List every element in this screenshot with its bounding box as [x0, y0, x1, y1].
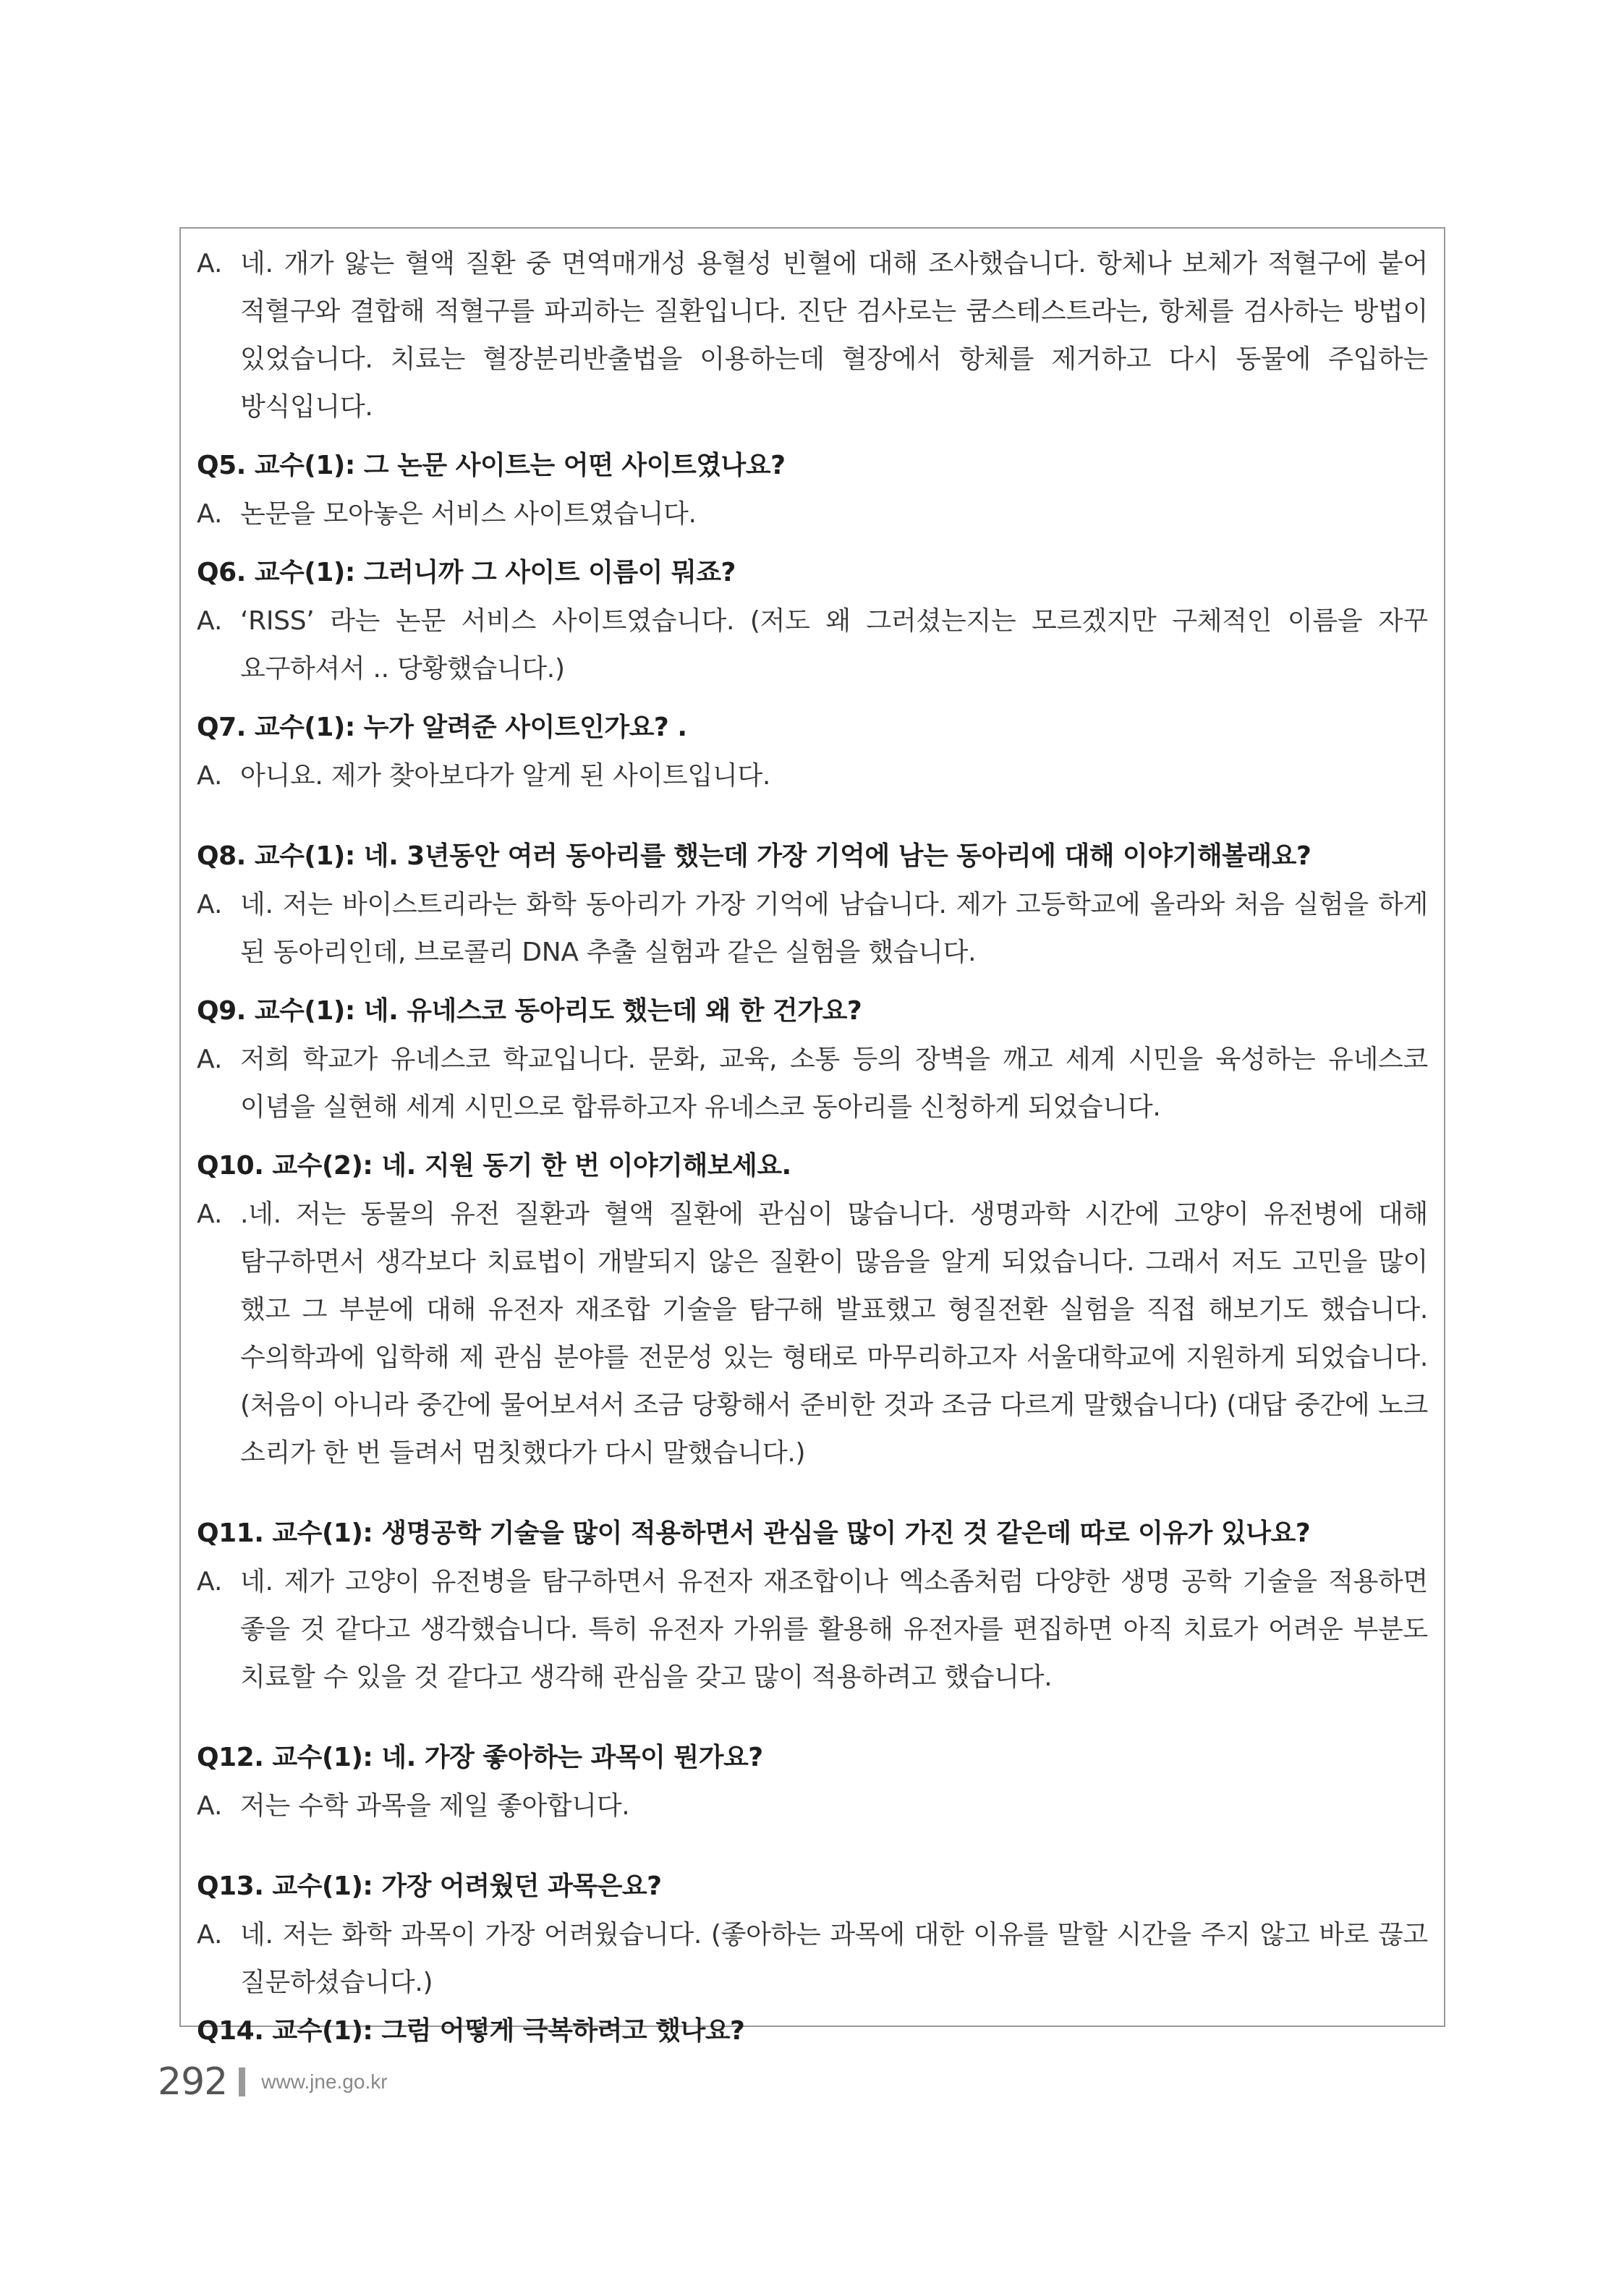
- qa-item: [197, 1733, 1428, 1830]
- answer-text: 논문을 모아놓은 서비스 사이트였습니다.: [240, 499, 697, 529]
- qa-item: [197, 240, 1428, 431]
- answer: [197, 240, 1428, 431]
- answer-text: 네. 제가 고양이 유전병을 탐구하면서 유전자 재조합이나 엑소좀처럼 다양한 생명 공학 기술을 적용하면 좋을 것 같다고 생각했습니다. 특히 유전자 가위를 활용해 유전자를 편집하면 아직 치료가 어려운 부분도 치료할 수 있을 것 같다고 생각해 관심을 갖고 많이 적용하려고 했습니다.: [240, 1567, 1428, 1692]
- answer-text: 아니요. 제가 찾아보다가 알게 된 사이트입니다.: [240, 761, 771, 791]
- qa-item: [197, 441, 1428, 538]
- answer: [197, 1782, 1428, 1830]
- question: Q8. 교수(1): 네. 3년동안 여러 동아리를 했는데 가장 기억에 남는 동아리에 대해 이야기해볼래요?: [197, 841, 1311, 871]
- answer-prefix: A.: [197, 249, 223, 279]
- question: Q9. 교수(1): 네. 유네스코 동아리도 했는데 왜 한 건가요?: [197, 996, 862, 1026]
- answer: [197, 752, 1428, 800]
- answer-text: 네. 저는 화학 과목이 가장 어려웠습니다. (좋아하는 과목에 대한 이유를 말할 시간을 주지 않고 바로 끊고 질문하셨습니다.): [240, 1920, 1428, 1997]
- answer-text: ‘RISS’ 라는 논문 서비스 사이트였습니다. (저도 왜 그러셨는지는 모르겠지만 구체적인 이름을 자꾸 요구하셔서 .. 당황했습니다.): [240, 606, 1428, 684]
- answer-prefix: A.: [197, 606, 223, 636]
- answer-text: 저는 수학 과목을 제일 좋아합니다.: [240, 1791, 630, 1821]
- answer-text: 네. 저는 바이스트리라는 화학 동아리가 가장 기억에 남습니다. 제가 고등학교에 올라와 처음 실험을 하게 된 동아리인데, 브로콜리 DNA 추출 실험과 같은 실험을 했습니다.: [240, 890, 1428, 967]
- answer: [197, 1191, 1428, 1477]
- answer-text: 네. 개가 앓는 혈액 질환 중 면역매개성 용혈성 빈혈에 대해 조사했습니다. 항체나 보체가 적혈구에 붙어 적혈구와 결합해 적혈구를 파괴하는 질환입니다. 진단 검사로는 쿰스테스트라는, 항체를 검사하는 방법이 있었습니다. 치료는 혈장분리반출법을 이용하는데 혈장에서 항체를 제거하고 다시 동물에 주입하는 방식입니다.: [240, 249, 1428, 422]
- answer: [197, 1036, 1428, 1131]
- answer-prefix: A.: [197, 1199, 223, 1229]
- question: Q12. 교수(1): 네. 가장 좋아하는 과목이 뭔가요?: [197, 1743, 763, 1772]
- answer-text: 저희 학교가 유네스코 학교입니다. 문화, 교육, 소통 등의 장벽을 깨고 세계 시민을 육성하는 유네스코 이념을 실현해 세계 시민으로 합류하고자 유네스코 동아리를 신청하게 되었습니다.: [240, 1045, 1428, 1122]
- answer-prefix: A.: [197, 499, 223, 529]
- qa-list: [197, 240, 1428, 2066]
- question: Q6. 교수(1): 그러니까 그 사이트 이름이 뭐죠?: [197, 558, 736, 587]
- question: Q14. 교수(1): 그럼 어떻게 극복하려고 했나요?: [197, 2016, 745, 2046]
- question: Q11. 교수(1): 생명공학 기술을 많이 적용하면서 관심을 많이 가진 것 같은데 따로 이유가 있나요?: [197, 1518, 1311, 1548]
- answer: [197, 598, 1428, 693]
- answer-prefix: A.: [197, 890, 223, 919]
- interview-content-box: [179, 227, 1445, 2046]
- answer-prefix: A.: [197, 1567, 223, 1597]
- page-footer: [158, 2060, 388, 2104]
- qa-item: [197, 987, 1428, 1131]
- answer-prefix: A.: [197, 1045, 223, 1074]
- footer-divider: [239, 2067, 245, 2096]
- qa-item: [197, 548, 1428, 693]
- answer-prefix: A.: [197, 1791, 223, 1821]
- qa-item: [197, 703, 1428, 800]
- question: Q7. 교수(1): 누가 알려준 사이트인가요? .: [197, 713, 687, 742]
- qa-item: [197, 832, 1428, 977]
- answer-prefix: A.: [197, 761, 223, 791]
- answer: [197, 1911, 1428, 2007]
- question: Q13. 교수(1): 가장 어려웠던 과목은요?: [197, 1871, 662, 1901]
- page-number: 292: [158, 2060, 228, 2104]
- answer: [197, 881, 1428, 977]
- answer-text: .네. 저는 동물의 유전 질환과 혈액 질환에 관심이 많습니다. 생명과학 시간에 고양이 유전병에 대해 탐구하면서 생각보다 치료법이 개발되지 않은 질환이 많음을 알게 되었습니다. 그래서 저도 고민을 많이 했고 그 부분에 대해 유전자 재조합 기술을 탐구해 발표했고 형질전환 실험을 직접 해보기도 했습니다. 수의학과에 입학해 제 관심 분야를 전문성 있는 형태로 마무리하고자 서울대학교에 지원하게 되었습니다. (처음이 아니라 중간에 물어보셔서 조금 당황해서 준비한 것과 조금 다르게 말했습니다) (대답 중간에 노크 소리가 한 번 들려서 멈칫했다가 다시 말했습니다.): [240, 1199, 1428, 1468]
- question: Q10. 교수(2): 네. 지원 동기 한 번 이야기해보세요.: [197, 1151, 791, 1181]
- site-url: www.jne.go.kr: [261, 2070, 388, 2093]
- qa-item: [197, 2007, 1428, 2056]
- qa-item: [197, 1509, 1428, 1701]
- answer: [197, 490, 1428, 538]
- question: Q5. 교수(1): 그 논문 사이트는 어떤 사이트였나요?: [197, 451, 786, 480]
- qa-item: [197, 1142, 1428, 1477]
- qa-item: [197, 1862, 1428, 2007]
- answer: [197, 1558, 1428, 1701]
- answer-prefix: A.: [197, 1920, 223, 1950]
